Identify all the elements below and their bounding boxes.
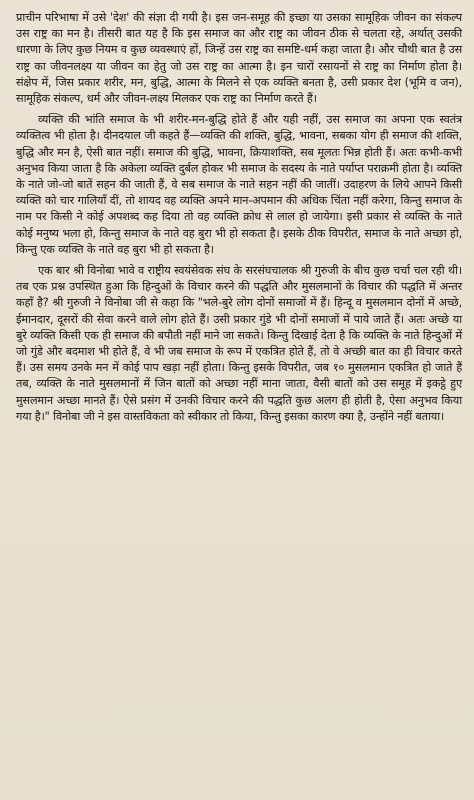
paragraph-2: व्यक्ति की भांति समाज के भी शरीर-मन-बुद्धि होते हैं और यही नहीं, उस समाज का अपना एक स्वतंत्र व्यक्तित्व भी होता है। दीनदयाल जी कहते हैं—व्यक्ति की शक्ति, बुद्धि, भावना, सबका योग ही समाज की शक्ति, बुद्धि और मन है, ऐसी बात नहीं। समाज की बुद्धि, भावना, क्रियाशक्ति, सब मूलतः भिन्न होती हैं। अतः कभी-कभी अनुभव किया जाता है कि अकेला व्यक्ति दुर्बल होकर भी समाज के सदस्य के नाते पर्याप्त पराक्रमी होता है। व्यक्ति के नाते जो-जो बातें सहन की जाती हैं, वे सब समाज के नाते सहन नहीं की जातीं। उदाहरण के लिये आपने किसी व्यक्ति को चार गालियाँ दीं, तो शायद वह व्यक्ति अपने मान-अपमान की अधिक चिंता नहीं करेगा, किन्तु समाज के नाम पर किसी ने कोई अपशब्द कह दिया तो वह व्यक्ति क्रोध से लाल हो जायेगा। इसी प्रकार से व्यक्ति के नाते कोई मनुष्य भला हो, किन्तु समाज के नाते वह बुरा भी हो सकता है। इसके ठीक विपरीत, समाज के नाते अच्छा हो, किन्तु एक व्यक्ति के नाते वह बुरा भी हो सकता है। [16,113,462,256]
paragraph-1: प्राचीन परिभाषा में उसे 'देश' की संज्ञा दी गयी है। इस जन-समूह की इच्छा या उसका सामूहिक जीवन का संकल्प उस राष्ट्र का मन है। तीसरी बात यह है कि इस समाज का और राष्ट्र का जीवन ठीक से चलता रहे, अर्थात् उसकी धारणा के लिए कुछ नियम व कुछ व्यवस्थाएं हों, जिन्हें उस राष्ट्र का समष्टि-धर्म कहा जाता है। और चौथी बात है उस राष्ट्र का जीवनलक्ष्य या जीवन का हेतु जो उस राष्ट्र का आत्मा है। इन चारों रसायनों से राष्ट्र का निर्माण होता है। संक्षेप में, जिस प्रकार शरीर, मन, बुद्धि, आत्मा के मिलने से एक व्यक्ति बनता है, उसी प्रकार देश (भूमि व जन), सामूहिक संकल्प, धर्म और जीवन-लक्ष्य मिलकर एक राष्ट्र का निर्माण करते हैं। [16,11,462,106]
paragraph-3: एक बार श्री विनोबा भावे व राष्ट्रीय स्वयंसेवक संघ के सरसंघचालक श्री गुरुजी के बीच कुछ चर्चा चल रही थी। तब एक प्रश्न उपस्थित हुआ कि हिन्दुओं के विचार करने की पद्धति और मुसलमानों के विचार की पद्धति में अन्तर कहाँ है? श्री गुरुजी ने विनोबा जी से कहा कि "भले-बुरे लोग दोनों समाजों में हैं। हिन्दू व मुसलमान दोनों में अच्छे, ईमानदार, दूसरों की सेवा करने वाले लोग होते हैं। उसी प्रकार गुंडे भी दोनों समाजों में पाये जाते हैं। अतः अच्छे या बुरे व्यक्ति किसी एक ही समाज की बपौती नहीं माने जा सकते। किन्तु दिखाई देता है कि व्यक्ति के नाते हिन्दुओं में जो गुंडे और बदमाश भी होते हैं, वे भी जब समाज के रूप में एकत्रित होते हैं, तो वे अच्छी बात का ही विचार करते हैं। उस समय उनके मन में कोई पाप खड़ा नहीं होता। किन्तु इसके विपरीत, जब १० मुसलमान एकत्रित हो जाते हैं तब, व्यक्ति के नाते मुसलमानों में जिन बातों को अच्छा नहीं माना जाता, वैसी बातों को उस समूह में इकट्ठे हुए मुसलमान अच्छा मानते हैं। ऐसे प्रसंग में उनकी विचार करने की पद्धति कुछ अलग ही होती है, ऐसा अनुभव किया गया है।" विनोबा जी ने इस वास्तविकता को स्वीकार तो किया, किन्तु इसका कारण क्या है, उन्होंने नहीं बताया। [16,264,462,423]
